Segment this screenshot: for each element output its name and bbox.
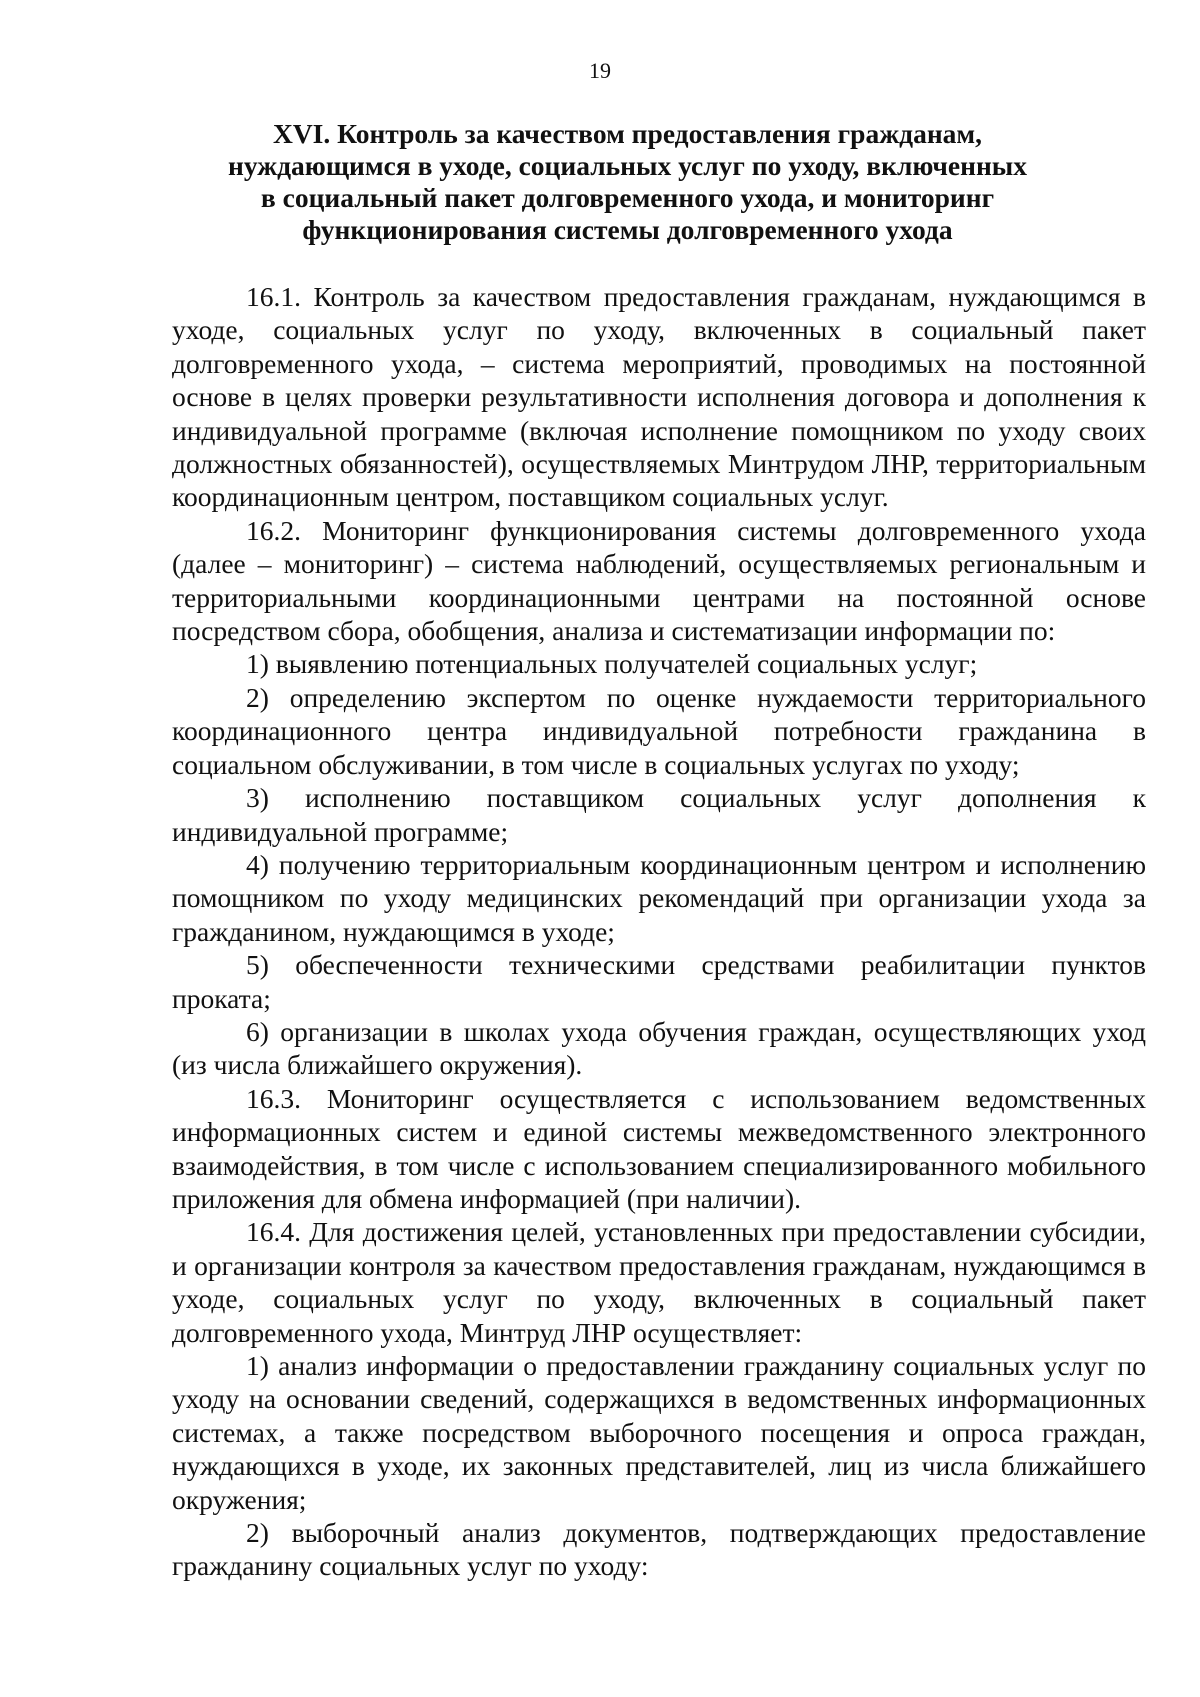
paragraph-16-3: 16.3. Мониторинг осуществляется с использованием ведомственных информационных систем и единой системы межведомственного электронного взаимодействия, в том числе с использованием специализированного мобильного приложения для обмена информацией (при наличии). <box>172 1082 1146 1214</box>
list-item-16-4-2: 2) выборочный анализ документов, подтверждающих предоставление гражданину социальных услуг по уходу: <box>172 1517 1146 1582</box>
paragraph-16-1: 16.1. Контроль за качеством предоставления гражданам, нуждающимся в уходе, социальных услуг по уходу, включенных в социальный пакет долговременного ухода, – система мероприятий, проводимых на постоянной основе в целях проверки результативности исполнения договора и дополнения к индивидуальной программе (включая исполнение помощником по уходу своих должностных обязанностей), осуществляемых Минтрудом ЛНР, территориальным координационным центром, поставщиком социальных услуг. <box>172 281 1146 513</box>
heading-line: функционирования системы долговременного ухода <box>302 214 953 245</box>
list-item-16-2-2: 2) определению экспертом по оценке нуждаемости территориального координационного центра индивидуальной потребности гражданина в социальном обслуживании, в том числе в социальных услугах по уходу; <box>172 681 1146 780</box>
list-item-16-2-4: 4) получению территориальным координационным центром и исполнению помощником по уходу медицинских рекомендаций при организации ухода за гражданином, нуждающимся в уходе; <box>172 848 1146 947</box>
heading-line: нуждающимся в уходе, социальных услуг по уходу, включенных <box>227 150 1028 181</box>
list-item-16-4-1: 1) анализ информации о предоставлении гражданину социальных услуг по уходу на основании сведений, содержащихся в ведомственных информационных системах, а также посредством выборочного посещения и опроса граждан, нуждающихся в уходе, их законных представителей, лиц из числа ближайшего окружения; <box>172 1350 1146 1515</box>
list-item-16-2-6: 6) организации в школах ухода обучения граждан, осуществляющих уход (из числа ближайшего окружения). <box>172 1015 1146 1081</box>
list-item-16-2-5: 5) обеспеченности техническими средствами реабилитации пунктов проката; <box>172 949 1146 1014</box>
document-body <box>172 280 1146 1583</box>
list-item-16-2-3: 3) исполнению поставщиком социальных услуг дополнения к индивидуальной программе; <box>172 782 1146 847</box>
heading-line: в социальный пакет долговременного ухода, и мониторинг <box>260 182 995 213</box>
paragraph-16-2: 16.2. Мониторинг функционирования системы долговременного ухода (далее – мониторинг) – система наблюдений, осуществляемых региональным и территориальными координационными центрами на постоянной основе посредством сбора, обобщения, анализа и систематизации информации по: <box>172 514 1146 647</box>
section-heading <box>175 118 1080 246</box>
page-number: 19 <box>589 58 611 83</box>
heading-line: XVI. Контроль за качеством предоставления гражданам, <box>272 118 983 149</box>
list-item-16-2-1: 1) выявлению потенциальных получателей социальных услуг; <box>246 648 978 680</box>
paragraph-16-4: 16.4. Для достижения целей, установленных при предоставлении субсидии, и организации контроля за качеством предоставления гражданам, нуждающимся в уходе, социальных услуг по уходу, включенных в социальный пакет долговременного ухода, Минтруд ЛНР осуществляет: <box>172 1216 1146 1348</box>
